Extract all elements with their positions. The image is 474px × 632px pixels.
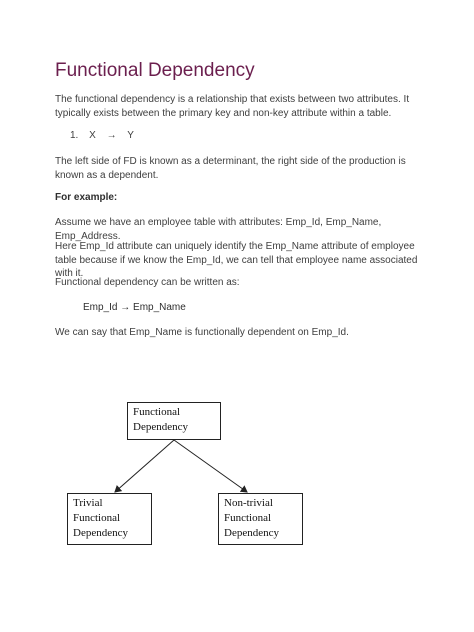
page-title: Functional Dependency [55,60,255,81]
conclusion-paragraph: We can say that Emp_Name is functionally dependent on Emp_Id. [55,327,349,338]
box-label-line: Non-trivial [224,497,273,509]
box-label-line: Functional [133,406,181,418]
determinant-symbol: X [89,130,96,141]
box-label-line: Trivial [73,497,103,509]
box-label-line: Dependency [224,527,279,539]
list-number: 1. [70,130,79,141]
box-label-line: Dependency [73,527,128,539]
dependent-symbol: Y [127,130,134,141]
intro-paragraph: The functional dependency is a relationship that exists between two attributes. It typically exists between the primary key and non-key attribute within a table. [55,94,410,119]
connector-left [115,440,174,492]
written-paragraph: Functional dependency can be written as: [55,277,240,288]
example-heading: For example: [55,192,118,203]
connector-right [174,440,247,492]
box-label-line: Dependency [133,421,188,433]
non-trivial-dependency-box [218,493,303,545]
assume-paragraph: Assume we have an employee table with attributes: Emp_Id, Emp_Name, Emp_Address. [55,217,382,242]
trivial-dependency-box [67,493,152,545]
arrow-icon: → [106,130,117,141]
here-paragraph: Here Emp_Id attribute can uniquely identify the Emp_Name attribute of employee table because if we know the Emp_Id, we can tell that employee name associated with it. [55,241,418,279]
left-side-paragraph: The left side of FD is known as a determinant, the right side of the production is known as a dependent. [55,156,406,181]
box-label-line: Functional [224,512,272,524]
dependency-formula: Emp_Id → Emp_Name [83,302,186,313]
functional-dependency-box [127,402,221,440]
box-label-line: Functional [73,512,121,524]
